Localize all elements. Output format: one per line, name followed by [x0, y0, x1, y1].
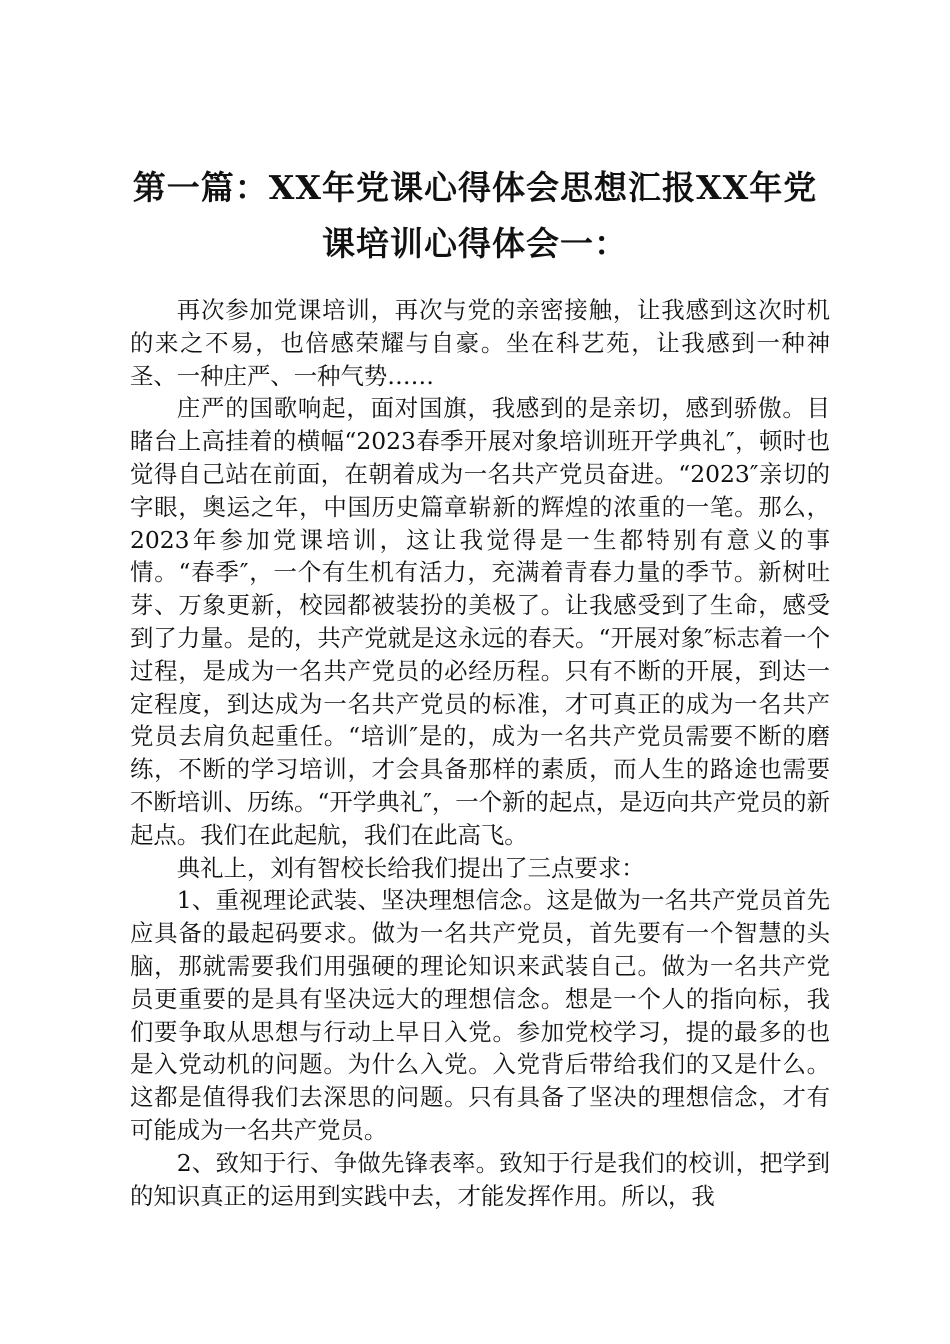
paragraph: 庄严的国歌响起，面对国旗，我感到的是亲切，感到骄傲。目睹台上高挂着的横幅“2023春季开展对象培训班开学典礼″，顿时也觉得自己站在前面，在朝着成为一名共产党员奋进。“2023″亲切的字眼，奥运之年，中国历史篇章崭新的辉煌的浓重的一笔。那么，2023年参加党课培训，这让我觉得是一生都特别有意义的事情。“春季″，一个有生机有活力，充满着青春力量的季节。新树吐芽、万象更新，校园都被装扮的美极了。让我感受到了生命，感受到了力量。是的，共产党就是这永远的春天。“开展对象″标志着一个过程，是成为一名共产党员的必经历程。只有不断的开展，到达一定程度，到达成为一名共产党员的标准，才可真正的成为一名共产党员去肩负起重任。“培训″是的，成为一名共产党员需要不断的磨练，不断的学习培训，才会具备那样的素质，而人生的路途也需要不断培训、历练。“开学典礼″，一个新的起点，是迈向共产党员的新起点。我们在此起航，我们在此高飞。	[130, 394, 830, 849]
paragraph: 典礼上，刘有智校长给我们提出了三点要求：	[176, 853, 645, 882]
document-title: 第一篇：XX年党课心得体会思想汇报XX年党课培训心得体会一：	[132, 168, 818, 263]
paragraph: 再次参加党课培训，再次与党的亲密接触，让我感到这次时机的来之不易，也倍感荣耀与自豪。坐在科艺苑，让我感到一种神圣、一种庄严、一种气势……	[130, 296, 830, 390]
document-body	[130, 294, 830, 1212]
paragraph: 2、致知于行、争做先锋表率。致知于行是我们的校训，把学到的知识真正的运用到实践中去，才能发挥作用。所以，我	[130, 1148, 830, 1210]
paragraph: 1、重视理论武装、坚决理想信念。这是做为一名共产党员首先应具备的最起码要求。做为一名共产党员，首先要有一个智慧的头脑，那就需要我们用强硬的理论知识来武装自己。做为一名共产党员更重要的是具有坚决远大的理想信念。想是一个人的指向标，我们要争取从思想与行动上早日入党。参加党校学习，提的最多的也是入党动机的问题。为什么入党。入党背后带给我们的又是什么。这都是值得我们去深思的问题。只有具备了坚决的理想信念，才有可能成为一名共产党员。	[130, 886, 830, 1144]
